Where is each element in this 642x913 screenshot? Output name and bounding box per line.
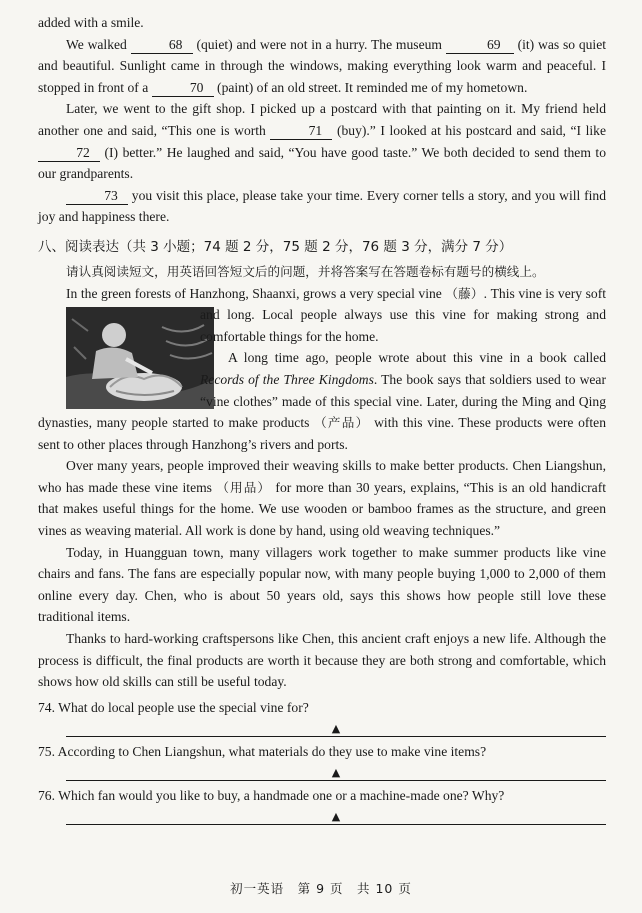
blank-71[interactable]: 71 — [270, 123, 332, 140]
section-title: 八、阅读表达（共 3 小题；74 题 2 分，75 题 2 分，76 题 3 分，满分 7 分） — [38, 238, 513, 255]
blank-68[interactable]: 68 — [131, 37, 193, 54]
article-paragraph-4: Today, in Huangguan town, many villagers work together to make summer products like vine chairs and fans. The fans are especially popular now, with many people buying 1,000 to 2,000 of them online every day. Chen, who is about 50 years old, says this shows how people still love these traditional items. — [38, 544, 606, 625]
passage-paragraph-1: We walked 68 (quiet) and were not in a hurry. The museum 69 (it) was so quiet and beautiful. Sunlight came in through the windows, making everything look warm and peaceful. I stopped in front of a 70 (paint) of an old street. It reminded me of my hometown. — [38, 36, 607, 95]
question-75: 75. According to Chen Liangshun, what materials do they use to make vine items? — [38, 743, 487, 759]
blank-72[interactable]: 72 — [38, 145, 100, 162]
question-76: 76. Which fan would you like to buy, a handmade one or a machine-made one? Why? — [38, 787, 505, 803]
article-paragraph-5: Thanks to hard-working craftspersons like Chen, this ancient craft enjoys a new life. Although the process is difficult, the final products are worth it because they are both strong and comfortable, which shows how old skills can still be useful today. — [38, 631, 606, 690]
answer-line-76[interactable] — [66, 809, 606, 825]
questions — [38, 698, 606, 825]
page-footer: 初一英语 第 9 页 共 10 页 — [230, 881, 412, 896]
section-instruction: 请认真阅读短文，用英语回答短文后的问题，并将答案写在答题卷标有题号的横线上。 — [66, 263, 545, 279]
article-paragraph-3: Over many years, people improved their weaving skills to make better products. Chen Liangshun, who has made these vine items （用品） for more than 30 years, explains, “This is an old handicraft that makes useful things for the home. We use wooden or bamboo frames as the structure, and green vines as weaving material. All work is done by hand, using old weaving techniques.” — [38, 458, 606, 539]
vine-weaving-illustration — [38, 307, 186, 409]
passage-line-0: added with a smile. — [38, 15, 144, 30]
answer-line-74[interactable] — [66, 721, 606, 737]
answer-line-75[interactable] — [66, 765, 606, 781]
blank-73[interactable]: 73 — [66, 188, 128, 205]
triangle-marker-icon: ▲ — [331, 721, 341, 735]
blank-69[interactable]: 69 — [446, 37, 514, 54]
passage-paragraph-3: 73 you visit this place, please take your time. Every corner tells a story, and you will find joy and happiness there. — [38, 187, 606, 225]
article-paragraph-2: A long time ago, people wrote about this vine in a book called Records of the Three Kingdoms. The book says that soldiers used to wear “vine clothes” made of this special vine. Later, during the Ming and Qing dynasties, many people started to make products （产品） with this vine. These products were often sent to other places through Hanzhong’s rivers and ports. — [38, 350, 606, 452]
triangle-marker-icon: ▲ — [331, 765, 341, 779]
triangle-marker-icon: ▲ — [331, 809, 341, 823]
book-title: Records of the Three Kingdoms — [200, 371, 374, 387]
question-74: 74. What do local people use the special vine for? — [38, 699, 309, 715]
article-paragraph-1-lead: In the green forests of Hanzhong, Shaanxi, grows a very special vine （藤） . This vine is very soft and long. Local people always use this vine for making strong and comfortable things for the home. — [38, 283, 606, 348]
passage-paragraph-2: Later, we went to the gift shop. I picked up a postcard with that painting on it. My friend held another one and said, “This one is worth 71 (buy).” I looked at his postcard and said, “I like 72 (I) better.” He laughed and said, “You have good taste.” We both decided to send them to our grandparents. — [38, 101, 606, 182]
blank-70[interactable]: 70 — [152, 80, 214, 97]
